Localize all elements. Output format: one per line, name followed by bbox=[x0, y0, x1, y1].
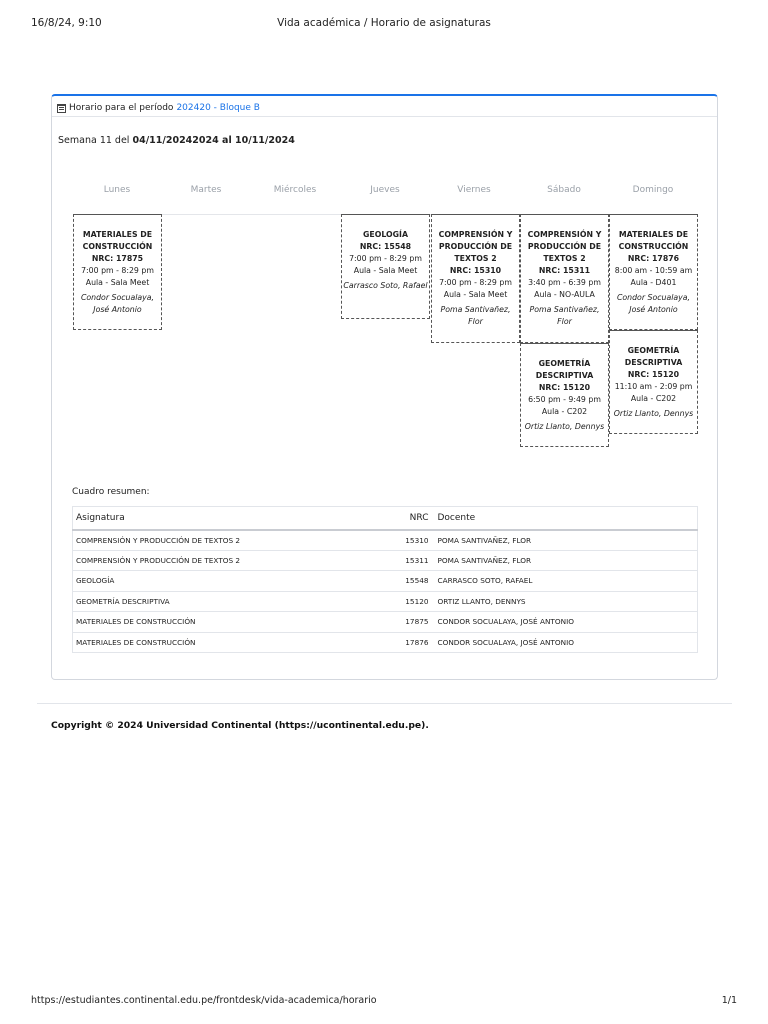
day-lunes: Lunes bbox=[103, 185, 131, 195]
class-block[interactable] bbox=[341, 214, 430, 319]
class-nrc: NRC: 15120 bbox=[627, 370, 680, 379]
week-prefix: Semana 11 del bbox=[58, 135, 130, 146]
schedule-card bbox=[51, 94, 718, 680]
cell-nrc: 15310 bbox=[395, 530, 435, 551]
table-row bbox=[73, 530, 698, 551]
class-block[interactable] bbox=[609, 330, 698, 434]
class-block[interactable] bbox=[609, 214, 698, 330]
cell-nrc: 15311 bbox=[395, 550, 435, 571]
day-domingo: Domingo bbox=[632, 185, 674, 195]
class-time: 6:50 pm - 9:49 pm bbox=[528, 395, 601, 404]
week-label bbox=[58, 135, 295, 146]
col-nrc: NRC bbox=[395, 507, 435, 530]
table-row bbox=[73, 632, 698, 653]
table-row bbox=[73, 550, 698, 571]
cell-nrc: 17875 bbox=[395, 612, 435, 633]
day-viernes: Viernes bbox=[457, 185, 491, 195]
class-room: Aula - Sala Meet bbox=[443, 290, 508, 299]
cell-docente: CARRASCO SOTO, RAFAEL bbox=[435, 571, 698, 592]
class-block[interactable] bbox=[431, 214, 520, 343]
print-title: Vida académica / Horario de asignaturas bbox=[277, 17, 491, 29]
class-nrc: NRC: 15310 bbox=[449, 266, 502, 275]
cell-nrc: 17876 bbox=[395, 632, 435, 653]
table-row bbox=[73, 571, 698, 592]
cell-nrc: 15548 bbox=[395, 571, 435, 592]
class-name: GEOMETRÍA DESCRIPTIVA bbox=[535, 359, 594, 380]
period-link[interactable]: 202420 - Bloque B bbox=[176, 103, 260, 113]
class-teacher: Poma Santivañez, Flor bbox=[529, 305, 600, 326]
day-martes: Martes bbox=[190, 185, 222, 195]
class-teacher: Ortiz Llanto, Dennys bbox=[613, 409, 694, 418]
class-room: Aula - Sala Meet bbox=[353, 266, 418, 275]
col-docente: Docente bbox=[435, 507, 698, 530]
class-teacher: Poma Santivañez, Flor bbox=[440, 305, 511, 326]
class-room: Aula - Sala Meet bbox=[85, 278, 150, 287]
class-time: 7:00 pm - 8:29 pm bbox=[439, 278, 512, 287]
table-row bbox=[73, 591, 698, 612]
class-room: Aula - C202 bbox=[541, 407, 588, 416]
class-block[interactable] bbox=[520, 343, 609, 447]
cell-asignatura: COMPRENSIÓN Y PRODUCCIÓN DE TEXTOS 2 bbox=[73, 530, 395, 551]
class-teacher: Ortiz Llanto, Dennys bbox=[524, 422, 605, 431]
class-name: MATERIALES DE CONSTRUCCIÓN bbox=[618, 230, 689, 251]
cell-docente: POMA SANTIVAÑEZ, FLOR bbox=[435, 530, 698, 551]
class-nrc: NRC: 15311 bbox=[538, 266, 591, 275]
card-header bbox=[52, 96, 717, 117]
class-block[interactable] bbox=[520, 214, 609, 343]
class-name: MATERIALES DE CONSTRUCCIÓN bbox=[82, 230, 153, 251]
cell-asignatura: MATERIALES DE CONSTRUCCIÓN bbox=[73, 632, 395, 653]
week-dates: 04/11/20242024 al 10/11/2024 bbox=[132, 135, 295, 146]
card-title: Horario para el período bbox=[69, 103, 174, 113]
class-room: Aula - C202 bbox=[630, 394, 677, 403]
class-teacher: Condor Socualaya, José Antonio bbox=[80, 293, 155, 314]
cell-asignatura: GEOMETRÍA DESCRIPTIVA bbox=[73, 591, 395, 612]
class-name: COMPRENSIÓN Y PRODUCCIÓN DE TEXTOS 2 bbox=[527, 230, 602, 263]
summary-header-row bbox=[73, 507, 698, 530]
summary-label: Cuadro resumen: bbox=[72, 487, 150, 497]
print-datetime: 16/8/24, 9:10 bbox=[31, 17, 102, 29]
class-nrc: NRC: 17876 bbox=[627, 254, 680, 263]
calendar-icon bbox=[57, 104, 66, 113]
cell-asignatura: GEOLOGÍA bbox=[73, 571, 395, 592]
class-time: 7:00 pm - 8:29 pm bbox=[81, 266, 154, 275]
class-name: GEOMETRÍA DESCRIPTIVA bbox=[624, 346, 683, 367]
summary-table bbox=[72, 506, 698, 653]
weekday-header bbox=[72, 185, 712, 197]
day-sabado: Sábado bbox=[547, 185, 581, 195]
footer-divider bbox=[37, 703, 732, 704]
class-nrc: NRC: 17875 bbox=[91, 254, 144, 263]
cell-nrc: 15120 bbox=[395, 591, 435, 612]
class-block[interactable] bbox=[73, 214, 162, 330]
class-teacher: Condor Socualaya, José Antonio bbox=[616, 293, 691, 314]
class-time: 3:40 pm - 6:39 pm bbox=[528, 278, 601, 287]
cell-docente: POMA SANTIVAÑEZ, FLOR bbox=[435, 550, 698, 571]
cell-docente: ORTIZ LLANTO, DENNYS bbox=[435, 591, 698, 612]
class-name: GEOLOGÍA bbox=[362, 230, 408, 239]
class-name: COMPRENSIÓN Y PRODUCCIÓN DE TEXTOS 2 bbox=[438, 230, 513, 263]
class-time: 7:00 pm - 8:29 pm bbox=[349, 254, 422, 263]
class-time: 8:00 am - 10:59 am bbox=[614, 266, 693, 275]
class-room: Aula - D401 bbox=[630, 278, 677, 287]
day-jueves: Jueves bbox=[370, 185, 400, 195]
class-nrc: NRC: 15120 bbox=[538, 383, 591, 392]
cell-docente: CONDOR SOCUALAYA, JOSÉ ANTONIO bbox=[435, 612, 698, 633]
class-teacher: Carrasco Soto, Rafael bbox=[343, 281, 428, 290]
col-asignatura: Asignatura bbox=[73, 507, 395, 530]
day-miercoles: Miércoles bbox=[273, 185, 317, 195]
class-time: 11:10 am - 2:09 pm bbox=[614, 382, 693, 391]
print-url: https://estudiantes.continental.edu.pe/frontdesk/vida-academica/horario bbox=[31, 995, 377, 1006]
table-row bbox=[73, 612, 698, 633]
cell-docente: CONDOR SOCUALAYA, JOSÉ ANTONIO bbox=[435, 632, 698, 653]
class-room: Aula - NO-AULA bbox=[534, 290, 595, 299]
copyright-text: Copyright © 2024 Universidad Continental (https://ucontinental.edu.pe). bbox=[51, 720, 429, 731]
cell-asignatura: MATERIALES DE CONSTRUCCIÓN bbox=[73, 612, 395, 633]
cell-asignatura: COMPRENSIÓN Y PRODUCCIÓN DE TEXTOS 2 bbox=[73, 550, 395, 571]
class-nrc: NRC: 15548 bbox=[359, 242, 412, 251]
print-page-number: 1/1 bbox=[721, 995, 737, 1006]
